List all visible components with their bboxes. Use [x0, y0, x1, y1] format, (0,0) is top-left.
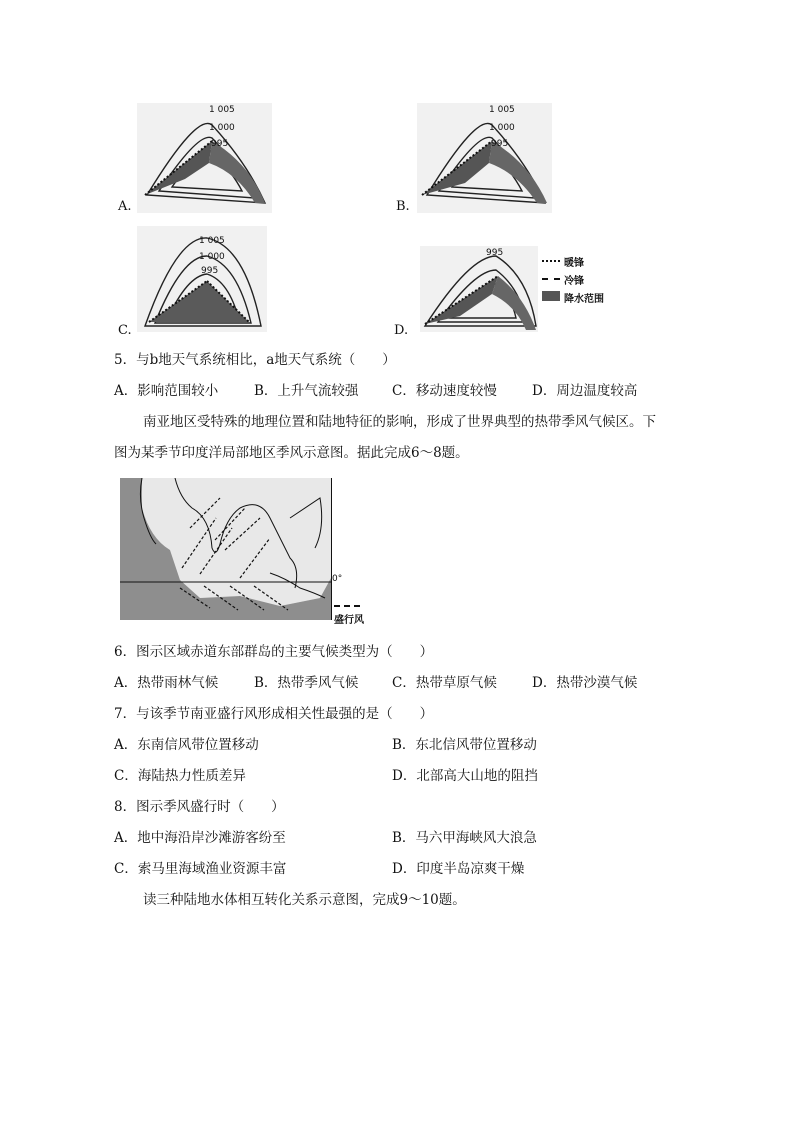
isobar-label-995: 995	[491, 139, 509, 149]
option-label-c: C.	[118, 323, 132, 338]
question-5-option-a: A．影响范围较小	[114, 383, 219, 399]
question-6-option-d: D．热带沙漠气候	[532, 675, 638, 691]
question-8-option-a: A．地中海沿岸沙滩游客纷至	[114, 830, 286, 846]
monsoon-map	[120, 478, 343, 620]
isobar-label-1005: 1 005	[199, 236, 225, 246]
question-6-option-c: C．热带草原气候	[392, 675, 497, 691]
intro-paragraph-1-line-2: 图为某季节印度洋局部地区季风示意图。据此完成6～8题。	[114, 445, 469, 461]
question-7-option-a: A．东南信风带位置移动	[114, 737, 259, 753]
option-label-d: D.	[394, 323, 409, 338]
figure-d	[420, 246, 538, 332]
legend-precip: 降水范围	[564, 294, 604, 305]
question-8-option-d: D．印度半岛凉爽干燥	[392, 861, 525, 877]
question-5-option-c: C．移动速度较慢	[392, 383, 497, 399]
question-7-option-d: D．北部高大山地的阻挡	[392, 768, 538, 784]
question-8-stem: 8．图示季风盛行时（ ）	[114, 799, 285, 815]
question-7-option-c: C．海陆热力性质差异	[114, 768, 246, 784]
option-label-a: A.	[118, 199, 132, 214]
isobar-label-995: 995	[486, 248, 504, 258]
precip-symbol-icon	[542, 291, 560, 301]
intro-paragraph-1-line-1: 南亚地区受特殊的地理位置和陆地特征的影响，形成了世界典型的热带季风气候区。下	[143, 414, 656, 430]
question-7-option-b: B．东北信风带位置移动	[392, 737, 537, 753]
question-7-stem: 7．与该季节南亚盛行风形成相关性最强的是（ ）	[114, 706, 434, 722]
isobar-label-995: 995	[201, 266, 219, 276]
option-label-b: B.	[396, 199, 410, 214]
isobar-label-1005: 1 005	[209, 105, 235, 115]
pressure-diagram-a	[137, 103, 272, 213]
question-6-stem: 6．图示区域赤道东部群岛的主要气候类型为（ ）	[114, 644, 434, 660]
question-6-option-a: A．热带雨林气候	[114, 675, 219, 691]
wind-legend-arrow-icon	[334, 605, 360, 609]
equator-label: 0°	[332, 574, 343, 584]
question-5-stem: 5．与b地天气系统相比，a地天气系统（ ）	[114, 352, 396, 368]
legend-warm-front: 暖锋	[564, 258, 584, 269]
figure-b	[417, 103, 552, 213]
warm-front-symbol-icon	[542, 260, 560, 265]
question-8-option-c: C．索马里海域渔业资源丰富	[114, 861, 287, 877]
question-8-option-b: B．马六甲海峡风大浪急	[392, 830, 537, 846]
monsoon-map-svg	[120, 478, 332, 620]
question-5-option-d: D．周边温度较高	[532, 383, 638, 399]
legend-cold-front: 冷锋	[564, 276, 584, 287]
pressure-diagram-d	[420, 246, 538, 332]
figure-a	[137, 103, 272, 213]
isobar-label-1000: 1 000	[199, 252, 225, 262]
figure-c	[137, 226, 267, 332]
question-5-option-b: B．上升气流较强	[254, 383, 359, 399]
intro-paragraph-2: 读三种陆地水体相互转化关系示意图，完成9～10题。	[143, 892, 466, 908]
cold-front-symbol-icon	[542, 278, 560, 283]
isobar-label-1000: 1 000	[489, 123, 515, 133]
legend	[542, 254, 622, 306]
isobar-label-1000: 1 000	[209, 123, 235, 133]
pressure-diagram-b	[417, 103, 552, 213]
wind-legend-label: 盛行风	[334, 615, 364, 626]
question-6-option-b: B．热带季风气候	[254, 675, 359, 691]
isobar-label-1005: 1 005	[489, 105, 515, 115]
isobar-label-995: 995	[211, 139, 229, 149]
